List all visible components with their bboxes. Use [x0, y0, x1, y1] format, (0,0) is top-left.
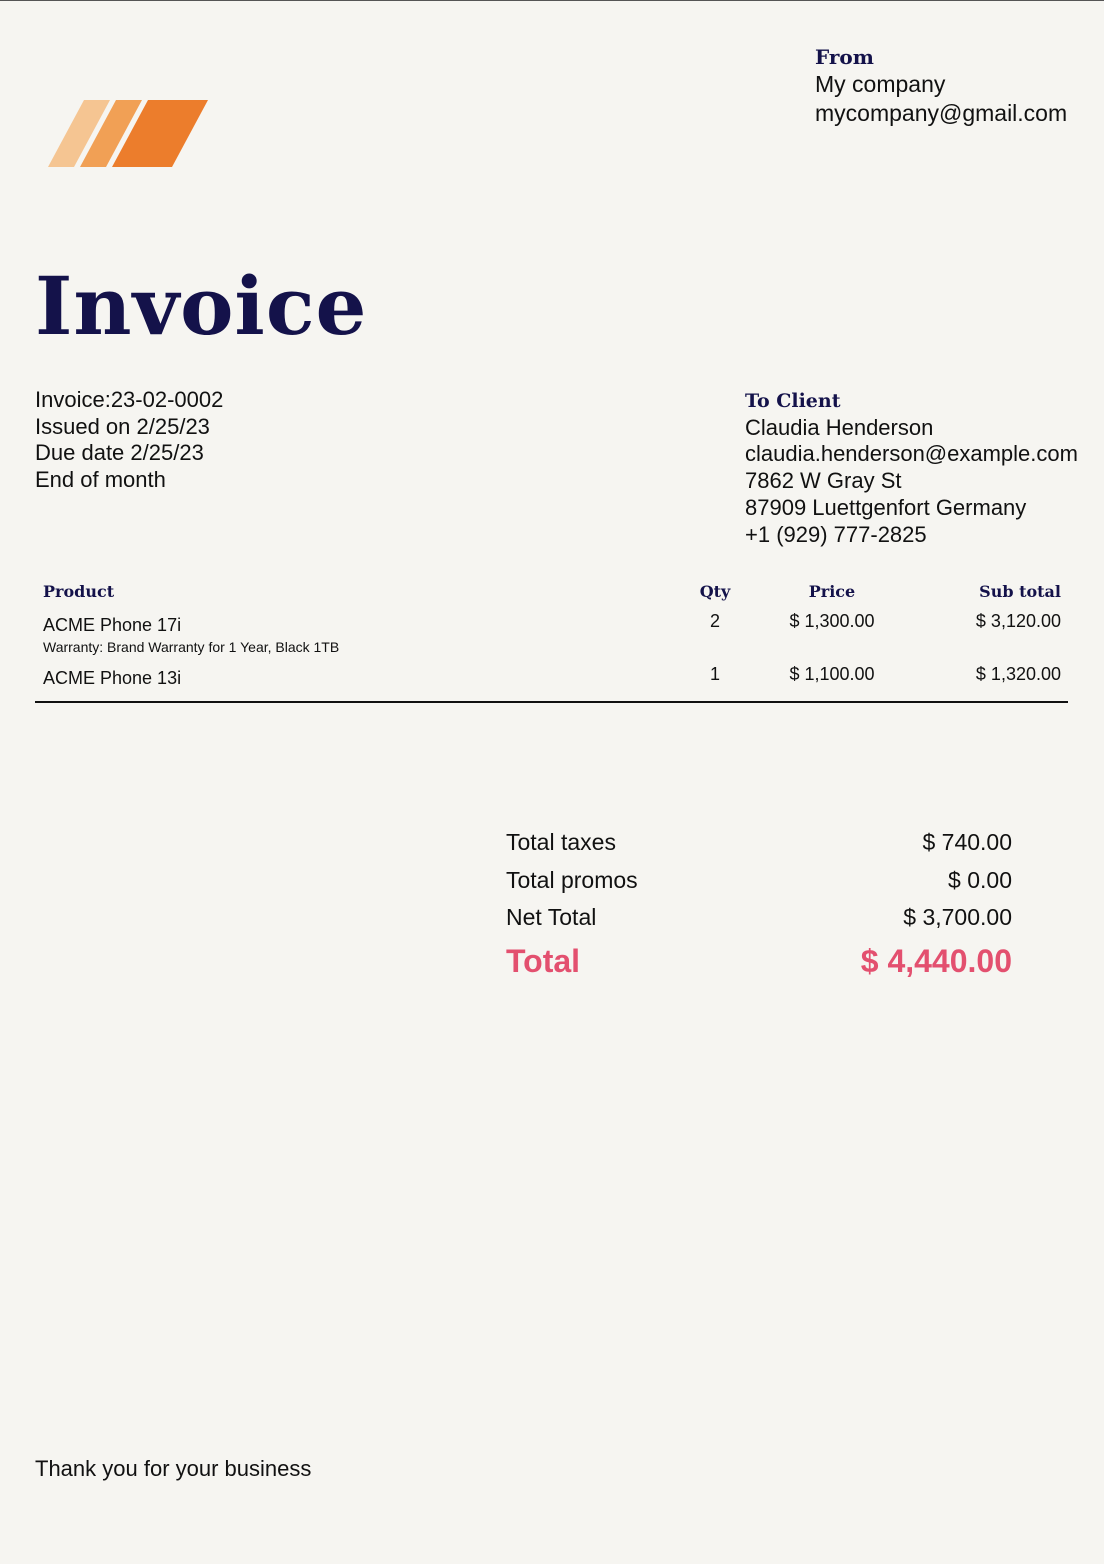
row1-qty: 2	[709, 611, 720, 631]
row1-price: $ 1,300.00	[789, 611, 875, 631]
client-phone: +1 (929) 777-2825	[745, 521, 927, 547]
client-email: claudia.henderson@example.com	[745, 441, 1078, 467]
row1-detail: Warranty: Brand Warranty for 1 Year, Black 1TB	[43, 639, 340, 655]
top-border	[0, 0, 1104, 1]
issued-date: Issued on 2/25/23	[35, 413, 210, 439]
row2-product: ACME Phone 13i	[43, 668, 182, 688]
from-email: mycompany@gmail.com	[815, 100, 1068, 126]
footer-thanks: Thank you for your business	[35, 1456, 312, 1481]
client-city: 87909 Luettgenfort Germany	[745, 494, 1027, 520]
invoice-meta	[35, 387, 223, 493]
col-header-product: Product	[43, 582, 115, 601]
table-bottom-rule	[35, 701, 1068, 703]
client-street: 7862 W Gray St	[745, 468, 902, 494]
client-name: Claudia Henderson	[745, 414, 934, 440]
total-promos-label: Total promos	[506, 867, 638, 893]
grand-total-value: $ 4,440.00	[860, 943, 1012, 979]
row1-subtotal: $ 3,120.00	[975, 611, 1061, 631]
row1-product: ACME Phone 17i	[43, 615, 182, 635]
col-header-qty: Qty	[699, 582, 731, 601]
from-label: From	[815, 45, 874, 69]
total-taxes-label: Total taxes	[506, 829, 616, 855]
invoice-number: Invoice:23-02-0002	[35, 387, 224, 412]
net-total-value: $ 3,700.00	[903, 904, 1012, 930]
row2-subtotal: $ 1,320.00	[975, 664, 1061, 684]
total-promos-value: $ 0.00	[948, 867, 1012, 893]
from-company: My company	[815, 71, 946, 97]
client-block	[745, 388, 1078, 548]
net-total-label: Net Total	[506, 904, 597, 930]
from-block	[815, 44, 1067, 128]
col-header-price: Price	[808, 582, 856, 601]
row2-qty: 1	[709, 664, 720, 684]
client-label: To Client	[745, 390, 841, 412]
payment-terms: End of month	[35, 466, 166, 492]
total-taxes-value: $ 740.00	[922, 829, 1012, 855]
col-header-subtotal: Sub total	[979, 582, 1061, 601]
due-date: Due date 2/25/23	[35, 440, 204, 465]
company-logo-icon	[46, 98, 212, 170]
row2-price: $ 1,100.00	[789, 664, 875, 684]
grand-total-label: Total	[506, 943, 581, 979]
page-title: Invoice	[35, 259, 368, 353]
